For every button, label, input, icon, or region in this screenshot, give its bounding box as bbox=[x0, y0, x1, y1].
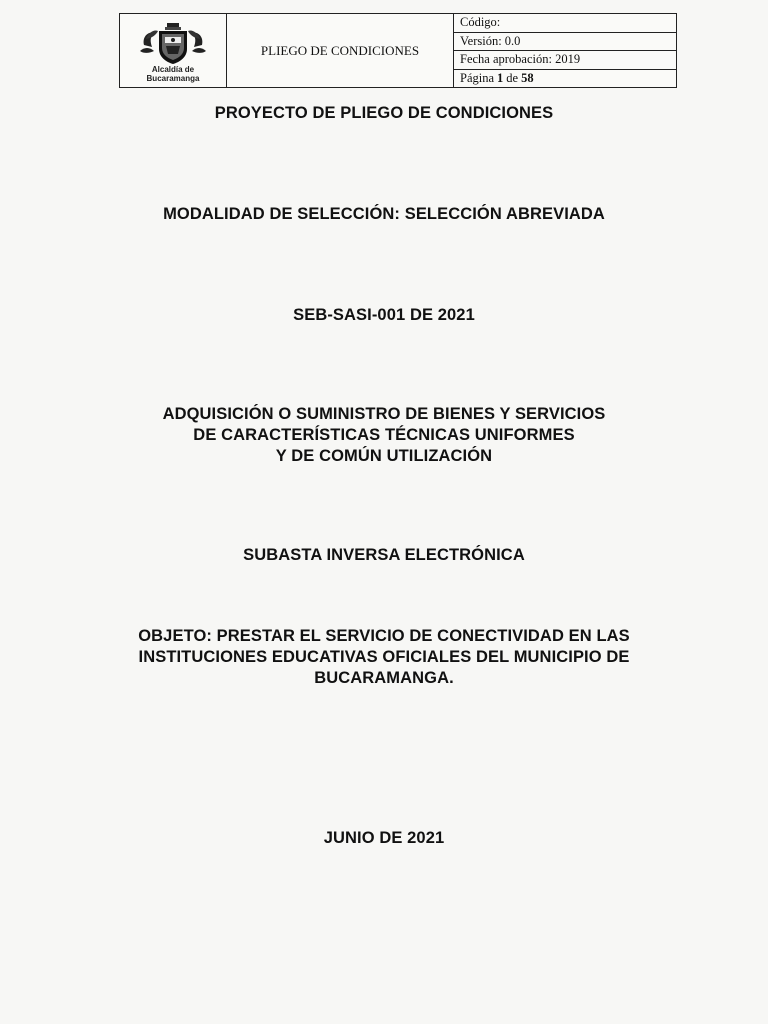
adquisicion-line-1: ADQUISICIÓN O SUMINISTRO DE BIENES Y SERVICIOS bbox=[162, 405, 606, 423]
objeto-heading bbox=[0, 626, 768, 689]
adquisicion-heading bbox=[0, 404, 768, 467]
pagina-total: 58 bbox=[521, 70, 534, 85]
adquisicion-line-3: Y DE COMÚN UTILIZACIÓN bbox=[275, 447, 493, 465]
objeto-line-2: INSTITUCIONES EDUCATIVAS OFICIALES DEL MUNICIPIO DE bbox=[138, 648, 630, 666]
pagina-field bbox=[454, 70, 676, 88]
version-field: Versión: 0.0 bbox=[454, 33, 676, 52]
codigo-field: Código: bbox=[454, 14, 676, 33]
logo-cell bbox=[120, 14, 227, 87]
adquisicion-line-2: DE CARACTERÍSTICAS TÉCNICAS UNIFORMES bbox=[193, 426, 575, 444]
document-date: JUNIO DE 2021 bbox=[323, 829, 445, 847]
process-code-heading: SEB-SASI-001 DE 2021 bbox=[293, 306, 475, 324]
pagina-prefix: Página bbox=[460, 70, 495, 85]
pagina-number: 1 bbox=[497, 70, 504, 85]
metadata-cell bbox=[454, 14, 676, 87]
document-header-table bbox=[119, 13, 677, 88]
coat-of-arms-icon bbox=[138, 21, 208, 65]
subasta-heading: SUBASTA INVERSA ELECTRÓNICA bbox=[243, 546, 525, 564]
modalidad-heading: MODALIDAD DE SELECCIÓN: SELECCIÓN ABREVIADA bbox=[163, 205, 605, 223]
logo-text-line1: Alcaldía de bbox=[151, 64, 195, 74]
pagina-de: de bbox=[506, 70, 519, 85]
document-type-title: PLIEGO DE CONDICIONES bbox=[227, 14, 454, 87]
objeto-line-1: OBJETO: PRESTAR EL SERVICIO DE CONECTIVIDAD EN LAS bbox=[138, 627, 630, 645]
fecha-aprobacion-field: Fecha aprobación: 2019 bbox=[454, 51, 676, 70]
objeto-line-3: BUCARAMANGA. bbox=[314, 669, 454, 687]
logo-text-line2: Bucaramanga bbox=[146, 73, 200, 83]
proyecto-heading: PROYECTO DE PLIEGO DE CONDICIONES bbox=[214, 104, 554, 122]
